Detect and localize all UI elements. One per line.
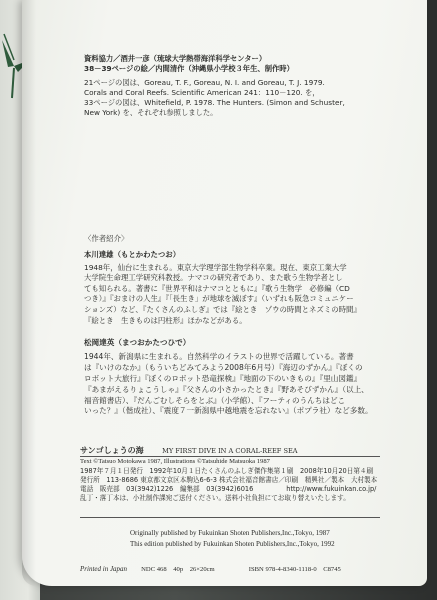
bio-line: 1948年，仙台に生まれる。東京大学理学部生物学科卒業。現在、東京工業大学 [84, 262, 347, 272]
author-bio-motokawa [84, 250, 361, 326]
bio-line: 『絵とき 生きものは円柱形』ほかなどがある。 [84, 315, 247, 325]
bio-line: 1944年、新潟県に生まれる。自然科学のイラストの世界で活躍している。著書 [84, 351, 354, 361]
cooperation-credit: 資料協力／酒井一彦（琉球大学熱帯海洋科学センター） [84, 54, 267, 63]
bio-line: 福音館書店）、『だんごむしそらをとぶ』（小学館）、『フーティのうんちはどこ [84, 395, 346, 405]
bio-line: いった？』（偕成社）、『震度７一新潟県中越地震を忘れない』（ポプラ社）など多数。 [84, 406, 373, 416]
contact-line: 電話 販売部 03(3942)1226 編集部 03(3942)6016 http://www.fukuinkan.co.jp/ [80, 484, 377, 493]
colophon-top-rule [80, 456, 380, 457]
ndc-info: NDC 468 40p 26×20cm [141, 566, 215, 573]
publication-line: 1987年７月１日発行 1992年10月１日たくさんのふしぎ傑作集第１刷 2008年10月20日第４刷 [80, 466, 374, 475]
author-section-heading: 〈作者紹介〉 [84, 234, 129, 243]
reference-line: Corals and Coral Reefs. Scientific American 241：110－120. を， [84, 87, 320, 97]
copyright-line: Text ©Tatsuo Motokawa 1987, Illustrations ©Tatsuhide Matsuoka 1987 [80, 458, 270, 465]
print-info-row [80, 563, 341, 573]
english-note-line: This edition published by Fukuinkan Shoten Publishers,Inc.,Tokyo, 1992 [130, 540, 335, 548]
reference-line: 21ページの図は、Goreau, T. F., Goreau, N. I. and Goreau, T. J. 1979. [84, 77, 325, 87]
isbn: ISBN 978-4-8340-1118-0 C8745 [248, 566, 341, 573]
bio-line: 大学院生命理工学研究科教授。ナマコの研究者であり、また歌う生物学者とし [84, 273, 343, 283]
author-name: 本川達雄（もとかわたつお） [84, 250, 181, 259]
english-publication-notes [130, 528, 335, 550]
colophon [80, 445, 377, 503]
bio-line: ても知られる。著書に『世界平和はナマコとともに』『歌う生物学 必修編（CD [84, 283, 350, 293]
reference-line: 33ページの図は、Whitefield, P. 1978. The Hunters. (Simon and Schuster, [84, 98, 345, 108]
publisher-line: 発行所 113-8686 東京都文京区本駒込6-6-3 株式会社福音館書店／印刷 精興社／製本 大村製本 [80, 475, 378, 484]
english-note-line: Originally published by Fukuinkan Shoten Publishers,Inc.,Tokyo, 1987 [130, 529, 330, 537]
colophon-middle-rule [80, 517, 380, 518]
bio-line: 『あまがえるりょこうしゃ』『父さんの小さかったとき』『野あそびずかん』（以上、 [84, 384, 369, 394]
bio-line: ションズ）など、『たくさんのふしぎ』では『絵とき ゾウの時間とネズミの時間』 [84, 304, 361, 314]
bio-line: は『いけのなか』（もういちどみてみよう2008年6月号）『海辺のずかん』『ぼくの [84, 362, 363, 372]
author-name: 松岡達英（まつおかたつひで） [84, 338, 191, 347]
credits-block [84, 54, 345, 119]
author-bio-matsuoka [84, 338, 373, 417]
reference-line: New York) を、それぞれ参照しました。 [84, 108, 218, 118]
book-title-english: MY FIRST DIVE IN A CORAL-REEF SEA [162, 447, 298, 455]
replacement-notice: 乱丁・落丁本は、小社制作課宛ご送付ください。送料小社負担にてお取り替えいたします。 [80, 493, 350, 502]
bio-line: つき）』『おまけの人生』『「長生き」が地球を滅ぼす』（いずれも阪急コミュニケー [84, 294, 354, 304]
bio-line: ロボット大旅行』『ぼくのロボット恐竜探検』『地面の下のいきもの』『里山図鑑』 [84, 373, 362, 383]
book-title-japanese: サンゴしょうの海 [80, 446, 144, 455]
printed-in-japan: Printed in Japan [80, 565, 128, 573]
illustration-credit: 38－39ページの絵／内間清作（沖縄県小学校３年生、制作時） [84, 64, 294, 74]
